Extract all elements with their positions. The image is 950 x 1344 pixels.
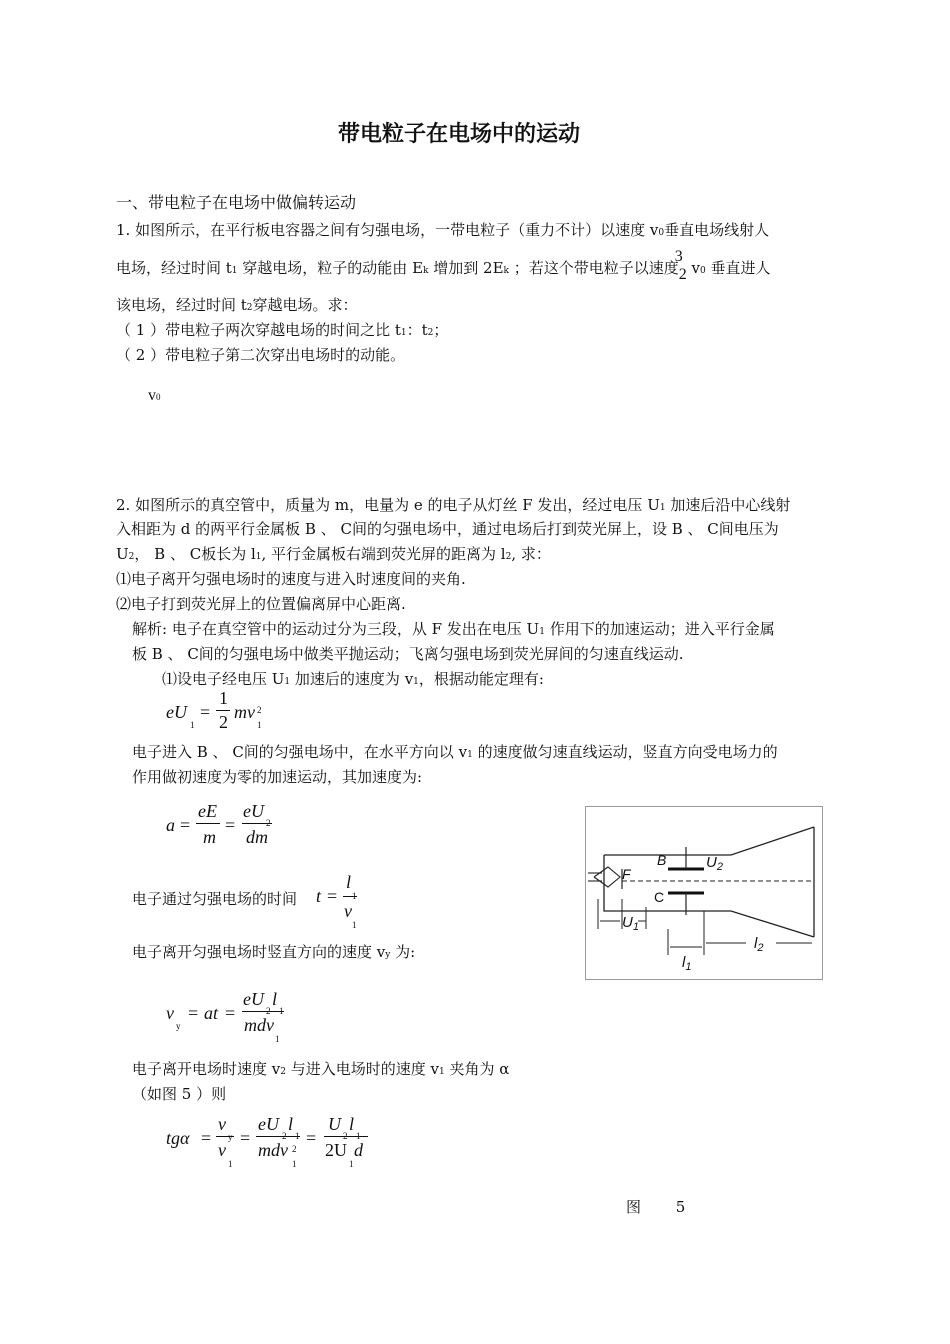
analysis-line3: ⑴设电子经电压 U1 加速后的速度为 v1，根据动能定理有: — [162, 670, 544, 688]
analysis-line5: 作用做初速度为零的加速运动，其加速度为: — [132, 768, 423, 786]
figure-v0-label: v0 — [148, 387, 161, 404]
vacuum-tube-diagram — [586, 807, 822, 979]
q2-line2: 入相距为 d 的两平行金属板 B 、 C间的匀强电场中，通过电场后打到荧光屏上，设 B 、 C间电压为 — [116, 520, 779, 538]
q2-line3: U2， B 、 C板长为 l1, 平行金属板右端到荧光屏的距离为 l2, 求： — [116, 545, 551, 563]
label-l1: $l_1$ — [682, 954, 692, 973]
label-u1: $U_1$ — [622, 914, 639, 933]
q1-line3: 该电场，经过时间 t2穿越电场。求： — [116, 296, 358, 314]
frac-denominator: 2 — [678, 266, 687, 283]
q1-line2: 电场，经过时间 t1 穿越电场，粒子的动能由 Ek 增加到 2Ek ；若这个带电粒子以速度32 v0 垂直进人 — [116, 248, 771, 283]
section-heading: 一、带电粒子在电场中做偏转运动 — [116, 193, 357, 212]
label-b: B — [657, 852, 667, 868]
analysis-line2: 板 B 、 C间的匀强电场中做类平抛运动；飞离匀强电场到荧光屏间的匀速直线运动. — [132, 645, 684, 663]
analysis-line6: 电子通过匀强电场的时间 — [132, 890, 298, 908]
analysis-line7: 电子离开匀强电场时竖直方向的速度 vy 为: — [132, 943, 416, 961]
analysis-line9: （如图 5 ）则 — [132, 1085, 227, 1103]
page-title: 带电粒子在电场中的运动 — [338, 122, 581, 147]
analysis-line4: 电子进入 B 、 C间的匀强电场中，在水平方向以 v1 的速度做匀速直线运动，竖直方向受电场力的 — [132, 743, 778, 761]
label-u2: $U_2$ — [706, 854, 723, 873]
q1-sub1: （ 1 ）带电粒子两次穿越电场的时间之比 t1：t2； — [116, 321, 449, 339]
analysis-line8: 电子离开电场时速度 v2 与进入电场时的速度 v1 夹角为 α — [132, 1060, 510, 1078]
q2-line5: ⑵电子打到荧光屏上的位置偏离屏中心距离. — [116, 595, 406, 613]
label-c: C — [654, 889, 665, 905]
q1-line1: 1. 如图所示，在平行板电容器之间有匀强电场，一带电粒子（重力不计）以速度 v0垂直电场线射人 — [116, 221, 770, 239]
figure-caption: 图 5 — [626, 1198, 686, 1216]
q2-line1: 2. 如图所示的真空管中，质量为 m，电量为 e 的电子从灯丝 F 发出，经过电压 U1 加速后沿中心线射 — [116, 496, 791, 514]
q1-sub2: （ 2 ）带电粒子第二次穿出电场时的动能。 — [116, 346, 406, 364]
analysis-line1: 解析: 电子在真空管中的运动过分为三段，从 F 发出在电压 U1 作用下的加速运动；进入平行金属 — [132, 620, 775, 638]
figure-5-vacuum-tube — [585, 806, 823, 980]
q2-line4: ⑴电子离开匀强电场时的速度与进入时速度间的夹角. — [116, 570, 466, 588]
label-f: F — [622, 866, 631, 882]
label-l2: $l_2$ — [754, 935, 764, 954]
